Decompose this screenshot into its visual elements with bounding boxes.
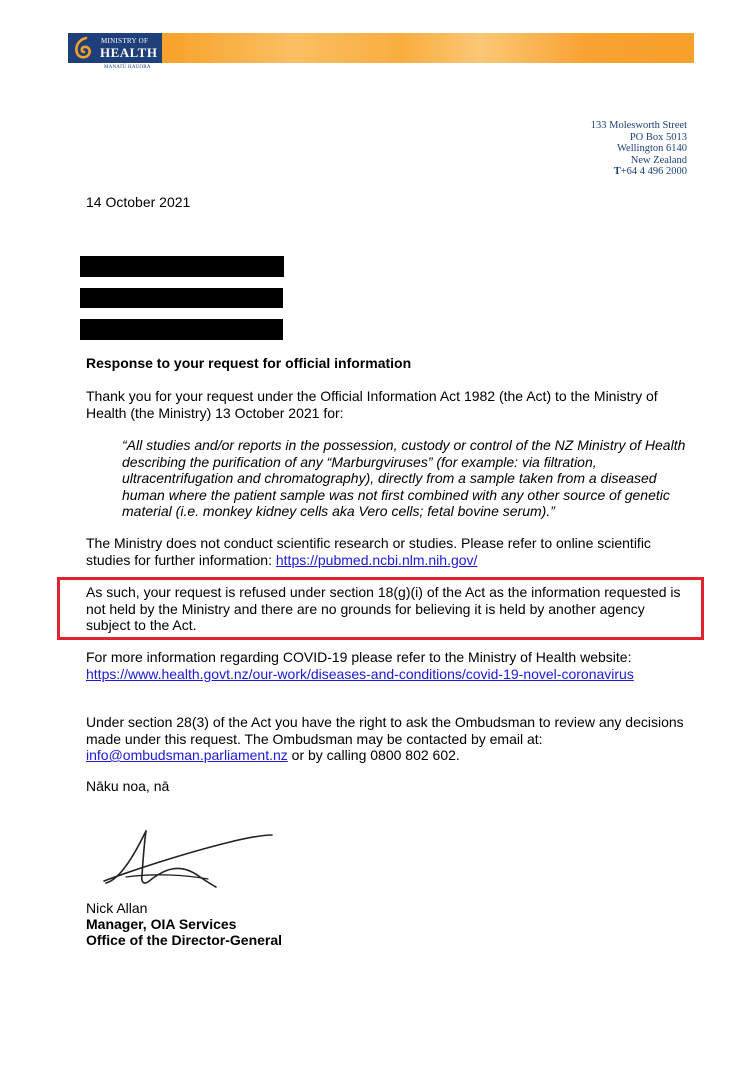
address-phone: +64 4 496 2000 xyxy=(620,166,687,177)
ministry-paragraph xyxy=(86,535,686,568)
logo-main-text: HEALTH xyxy=(100,45,158,60)
ombudsman-text: Under section 28(3) of the Act you have the right to ask the Ombudsman to review any decisions made under this request. The Ombudsman may be contacted by email at: xyxy=(86,714,684,747)
address-block xyxy=(591,120,687,178)
address-po-box: PO Box 5013 xyxy=(629,131,687,143)
signatory-title: Manager, OIA Services xyxy=(86,916,237,932)
refusal-paragraph: As such, your request is refused under section 18(g)(i) of the Act as the information requested is not held by the Ministry and there are no grounds for believing it is held by another agency subject to the Act. xyxy=(86,584,681,633)
refusal-highlight-box xyxy=(57,577,704,640)
covid-link[interactable]: https://www.health.govt.nz/our-work/diseases-and-conditions/covid-19-novel-coronavirus xyxy=(86,665,634,682)
address-city: Wellington 6140 xyxy=(616,143,687,154)
pubmed-link[interactable]: https://pubmed.ncbi.nlm.nih.gov/ xyxy=(275,551,478,568)
signoff: Nāku noa, nā xyxy=(86,778,170,794)
covid-text: For more information regarding COVID-19 please refer to the Ministry of Health website: xyxy=(86,649,632,665)
address-phone-line xyxy=(591,166,687,178)
signatory-name: Nick Allan xyxy=(86,900,148,916)
logo-top-text: MINISTRY OF xyxy=(101,37,149,45)
ombudsman-paragraph xyxy=(86,714,686,764)
ministry-text: The Ministry does not conduct scientific research or studies. Please refer to online scientific studies for further information: xyxy=(86,535,651,568)
header-banner xyxy=(160,33,694,63)
ombudsman-email-link[interactable]: info@ombudsman.parliament.nz xyxy=(86,747,288,763)
covid-paragraph xyxy=(86,649,686,682)
redacted-address-1 xyxy=(80,288,283,308)
request-quote: “All studies and/or reports in the possession, custody or control of the NZ Ministry of Health describing the purification of any “Marburgviruses” (for example: via filtration, ultracentrifugation and chromatography), directly from a sample taken from a diseased human where the patient sample was not first combined with any other source of genetic material (i.e. monkey kidney cells aka Vero cells; fetal bovine serum).” xyxy=(122,437,686,519)
intro-paragraph: Thank you for your request under the Official Information Act 1982 (the Act) to the Ministry of Health (the Ministry) 13 October 2021 for: xyxy=(86,388,658,421)
phone-label: T xyxy=(613,166,621,177)
signatory-block xyxy=(86,900,282,948)
address-country: New Zealand xyxy=(630,154,687,166)
logo-sub-text: MANATŪ HAUORA xyxy=(104,65,151,70)
ombudsman-tail: or by calling 0800 802 602. xyxy=(287,747,460,763)
address-street: 133 Molesworth Street xyxy=(590,120,687,131)
redacted-name xyxy=(80,256,284,277)
redacted-address-2 xyxy=(80,319,283,340)
letter-heading: Response to your request for official information xyxy=(86,355,412,371)
letter-date: 14 October 2021 xyxy=(86,194,191,210)
signature-icon xyxy=(96,825,276,893)
koru-logo-icon xyxy=(72,35,96,61)
signatory-office: Office of the Director-General xyxy=(86,932,283,948)
